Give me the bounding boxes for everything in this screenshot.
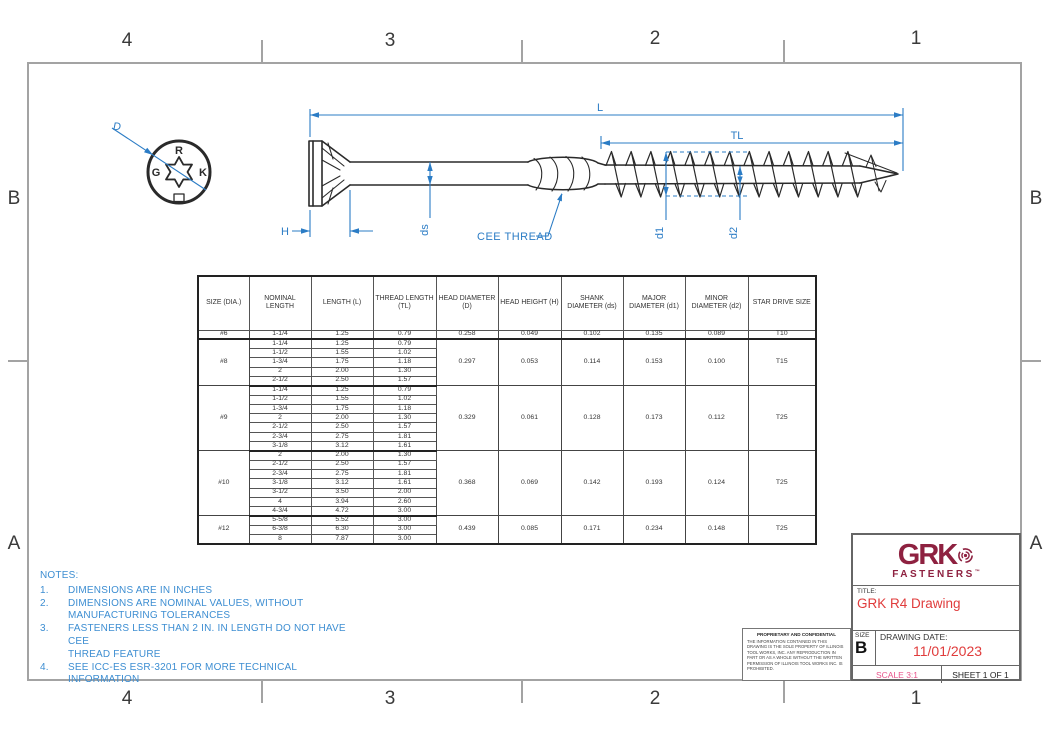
table-cell: T25 xyxy=(748,386,816,451)
col-header: LENGTH (L) xyxy=(311,276,373,330)
col-header: SIZE (DIA.) xyxy=(198,276,249,330)
table-cell: 2.00 xyxy=(311,367,373,376)
table-cell: 1.25 xyxy=(311,330,373,339)
cee-thread-label: CEE THREAD xyxy=(477,231,553,243)
table-cell: 3.00 xyxy=(373,535,436,544)
drawing-date: 11/01/2023 xyxy=(912,643,983,659)
note-item: 2. DIMENSIONS ARE NOMINAL VALUES, WITHOUT MANUFACTURING TOLERANCES xyxy=(40,597,304,622)
table-cell: 2.00 xyxy=(311,451,373,460)
note-item: 1. DIMENSIONS ARE IN INCHES xyxy=(40,584,213,596)
table-cell: 1.81 xyxy=(373,469,436,478)
table-cell: 1.30 xyxy=(373,367,436,376)
table-cell: 1.61 xyxy=(373,479,436,488)
table-cell: 1-1/4 xyxy=(249,339,311,348)
dim-label-tl: TL xyxy=(730,130,744,142)
table-cell: 3-1/2 xyxy=(249,488,311,497)
notes-title: NOTES: xyxy=(40,570,79,581)
proprietary-notice xyxy=(742,628,851,681)
table-cell: 0.142 xyxy=(561,451,623,516)
table-cell: #8 xyxy=(198,339,249,385)
table-cell: 1.75 xyxy=(311,358,373,367)
table-cell: 0.234 xyxy=(623,516,685,544)
table-cell: 1.57 xyxy=(373,376,436,385)
scale-value: SCALE 3:1 xyxy=(853,666,942,683)
screw-tip xyxy=(860,166,898,183)
table-cell: 6.30 xyxy=(311,525,373,534)
table-cell: 1.30 xyxy=(373,451,436,460)
zone-label-top-2: 2 xyxy=(649,28,661,49)
zone-label-bottom-3: 3 xyxy=(384,688,396,709)
zone-label-bottom-4: 4 xyxy=(121,688,133,709)
table-cell: 0.148 xyxy=(685,516,748,544)
grk-logo-subtext: FASTENERS xyxy=(892,568,975,580)
proprietary-text: THE INFORMATION CONTAINED IN THIS DRAWING IS THE SOLE PROPERTY OF ILLINOIS TOOL WORKS, INC. ANY REPRODUCTION IN PART OR AS A WHOLE WITHOUT THE WRITTEN PERMISSION OF ILLINOIS TOOL WORKS INC. IS PROHIBITED. xyxy=(747,639,844,672)
col-header: THREAD LENGTH (TL) xyxy=(373,276,436,330)
table-cell: 0.049 xyxy=(498,330,561,339)
table-cell: 0.153 xyxy=(623,339,685,385)
size-cell xyxy=(853,631,876,665)
table-cell: 0.173 xyxy=(623,386,685,451)
table-row xyxy=(198,386,816,395)
title-label: TITLE: xyxy=(857,588,877,595)
table-cell: 0.329 xyxy=(436,386,498,451)
table-cell: 0.79 xyxy=(373,330,436,339)
dim-label-d: D xyxy=(113,121,121,133)
table-cell: 2.50 xyxy=(311,460,373,469)
table-cell: 4-3/4 xyxy=(249,507,311,516)
table-cell: 2-3/4 xyxy=(249,432,311,441)
table-cell: 0.100 xyxy=(685,339,748,385)
trademark-symbol: ™ xyxy=(974,568,980,575)
table-cell: 1.25 xyxy=(311,339,373,348)
table-cell: 3.12 xyxy=(311,442,373,451)
table-cell: 1.55 xyxy=(311,349,373,358)
table-cell: 1.81 xyxy=(373,432,436,441)
table-cell: 5-5/8 xyxy=(249,516,311,525)
zone-tick xyxy=(8,360,27,362)
table-row xyxy=(198,330,816,339)
table-row xyxy=(198,516,816,525)
table-cell: 2.75 xyxy=(311,432,373,441)
col-header: STAR DRIVE SIZE xyxy=(748,276,816,330)
col-header: NOMINAL LENGTH xyxy=(249,276,311,330)
table-cell: 1.18 xyxy=(373,358,436,367)
table-cell: 0.135 xyxy=(623,330,685,339)
zone-tick xyxy=(521,681,523,703)
screw-head-cap xyxy=(309,141,322,206)
date-label: DRAWING DATE: xyxy=(880,632,948,642)
sheet-number: SHEET 1 OF 1 xyxy=(952,669,1009,680)
table-cell: 1.57 xyxy=(373,460,436,469)
screw-drawing xyxy=(60,80,940,280)
zone-label-bottom-2: 2 xyxy=(649,688,661,709)
table-cell: 3.94 xyxy=(311,497,373,506)
dimension-annotations xyxy=(281,102,903,243)
table-cell: 5.52 xyxy=(311,516,373,525)
table-cell: 0.79 xyxy=(373,339,436,348)
table-cell: 7.87 xyxy=(311,535,373,544)
zone-tick xyxy=(783,681,785,703)
col-header: HEAD HEIGHT (H) xyxy=(498,276,561,330)
zone-label-left-b: B xyxy=(7,188,21,209)
title-cell xyxy=(853,585,1019,630)
table-cell: 3.12 xyxy=(311,479,373,488)
table-cell: 4 xyxy=(249,497,311,506)
table-cell: 0.193 xyxy=(623,451,685,516)
head-ribs xyxy=(322,143,344,204)
table-cell: 2 xyxy=(249,451,311,460)
table-header-row xyxy=(198,276,816,330)
table-cell: 1-3/4 xyxy=(249,358,311,367)
col-header: MINOR DIAMETER (d2) xyxy=(685,276,748,330)
proprietary-title: PROPRIETARY AND CONFIDENTIAL xyxy=(756,632,837,637)
table-cell: 3.00 xyxy=(373,516,436,525)
table-cell: 2-1/2 xyxy=(249,423,311,432)
head-letter-g: G xyxy=(151,167,161,179)
table-cell: 1.02 xyxy=(373,349,436,358)
spec-table-body xyxy=(198,330,816,544)
col-header: MAJOR DIAMETER (d1) xyxy=(623,276,685,330)
table-row xyxy=(198,451,816,460)
table-cell: T10 xyxy=(748,330,816,339)
table-cell: T25 xyxy=(748,516,816,544)
sheet-size: B xyxy=(855,638,868,657)
table-cell: 1-3/4 xyxy=(249,404,311,413)
table-cell: 1.25 xyxy=(311,386,373,395)
spec-table-container xyxy=(197,275,815,545)
spec-table xyxy=(197,275,817,545)
zone-label-top-3: 3 xyxy=(384,30,396,51)
table-cell: 0.79 xyxy=(373,386,436,395)
table-cell: 4.72 xyxy=(311,507,373,516)
col-header: SHANK DIAMETER (ds) xyxy=(561,276,623,330)
dim-label-d1: d1 xyxy=(654,226,666,240)
table-cell: 3.50 xyxy=(311,488,373,497)
table-cell: 2.50 xyxy=(311,423,373,432)
date-cell xyxy=(876,631,1019,665)
zone-tick xyxy=(521,40,523,62)
notes-list xyxy=(40,585,400,687)
head-end-view xyxy=(112,121,210,203)
table-cell: 6-3/8 xyxy=(249,525,311,534)
dim-label-ds: ds xyxy=(419,224,431,236)
head-square-mark xyxy=(174,194,184,202)
note-item: 3. FASTENERS LESS THAN 2 IN. IN LENGTH DO NOT HAVE CEE THREAD FEATURE xyxy=(40,623,346,660)
grk-logo xyxy=(853,535,1019,585)
drawing-title: GRK R4 Drawing xyxy=(857,596,961,611)
table-cell: 0.258 xyxy=(436,330,498,339)
table-cell: 0.089 xyxy=(685,330,748,339)
table-cell: 0.061 xyxy=(498,386,561,451)
zone-tick xyxy=(1022,360,1041,362)
zone-label-top-4: 4 xyxy=(121,30,133,51)
table-cell: 2 xyxy=(249,414,311,423)
table-cell: 0.085 xyxy=(498,516,561,544)
table-cell: #9 xyxy=(198,386,249,451)
zone-label-left-a: A xyxy=(7,533,21,554)
grk-logo-swirl-icon xyxy=(957,547,974,564)
table-cell: 0.297 xyxy=(436,339,498,385)
notes-section xyxy=(40,570,400,687)
table-cell: 3.00 xyxy=(373,525,436,534)
table-cell: 0.102 xyxy=(561,330,623,339)
cee-spirals xyxy=(534,157,590,192)
dim-label-h: H xyxy=(281,226,289,238)
leader-arrowhead xyxy=(144,148,153,155)
head-letter-r: R xyxy=(175,145,183,157)
dim-label-l: L xyxy=(596,102,604,114)
table-cell: 2-1/2 xyxy=(249,460,311,469)
table-cell: 3-1/8 xyxy=(249,479,311,488)
table-cell: 1-1/2 xyxy=(249,349,311,358)
zone-tick xyxy=(783,40,785,62)
table-cell: #10 xyxy=(198,451,249,516)
table-cell: 1.75 xyxy=(311,404,373,413)
thread-core xyxy=(605,165,860,184)
grk-logo-text: GRK xyxy=(897,538,957,571)
table-cell: T25 xyxy=(748,451,816,516)
table-cell: 3-1/8 xyxy=(249,442,311,451)
table-cell: 0.368 xyxy=(436,451,498,516)
table-cell: 2.50 xyxy=(311,376,373,385)
table-cell: #6 xyxy=(198,330,249,339)
table-cell: 1-1/2 xyxy=(249,395,311,404)
table-cell: #12 xyxy=(198,516,249,544)
table-cell: 0.069 xyxy=(498,451,561,516)
dim-label-d2: d2 xyxy=(728,226,740,240)
table-cell: 2 xyxy=(249,367,311,376)
zone-label-bottom-1: 1 xyxy=(910,688,922,709)
table-cell: 0.114 xyxy=(561,339,623,385)
screw-side-view xyxy=(309,141,898,206)
table-cell: 0.112 xyxy=(685,386,748,451)
size-label: SIZE xyxy=(855,632,870,639)
table-cell: 0.053 xyxy=(498,339,561,385)
zone-label-right-b: B xyxy=(1029,188,1043,209)
shank xyxy=(350,162,528,185)
table-cell: 2.00 xyxy=(311,414,373,423)
zone-tick xyxy=(261,40,263,62)
diameter-leader-line xyxy=(112,128,206,190)
table-cell: 1.30 xyxy=(373,414,436,423)
table-cell: 0.171 xyxy=(561,516,623,544)
table-cell: 2-3/4 xyxy=(249,469,311,478)
head-letter-k: K xyxy=(199,167,207,179)
thread-teeth xyxy=(606,152,862,198)
table-cell: 0.128 xyxy=(561,386,623,451)
table-cell: T15 xyxy=(748,339,816,385)
table-cell: 0.439 xyxy=(436,516,498,544)
title-block xyxy=(851,533,1021,681)
col-header: HEAD DIAMETER (D) xyxy=(436,276,498,330)
table-cell: 1-1/4 xyxy=(249,386,311,395)
table-cell: 2.00 xyxy=(373,488,436,497)
zone-label-right-a: A xyxy=(1029,533,1043,554)
table-cell: 1.57 xyxy=(373,423,436,432)
note-item: 4. SEE ICC-ES ESR-3201 FOR MORE TECHNICAL INFORMATION xyxy=(40,661,298,686)
table-cell: 2-1/2 xyxy=(249,376,311,385)
table-cell: 8 xyxy=(249,535,311,544)
table-cell: 2.60 xyxy=(373,497,436,506)
table-cell: 3.00 xyxy=(373,507,436,516)
table-cell: 1.61 xyxy=(373,442,436,451)
table-cell: 1-1/4 xyxy=(249,330,311,339)
zone-label-top-1: 1 xyxy=(910,28,922,49)
table-row xyxy=(198,339,816,348)
table-cell: 0.124 xyxy=(685,451,748,516)
table-cell: 1.55 xyxy=(311,395,373,404)
table-cell: 2.75 xyxy=(311,469,373,478)
table-cell: 1.02 xyxy=(373,395,436,404)
table-cell: 1.18 xyxy=(373,404,436,413)
